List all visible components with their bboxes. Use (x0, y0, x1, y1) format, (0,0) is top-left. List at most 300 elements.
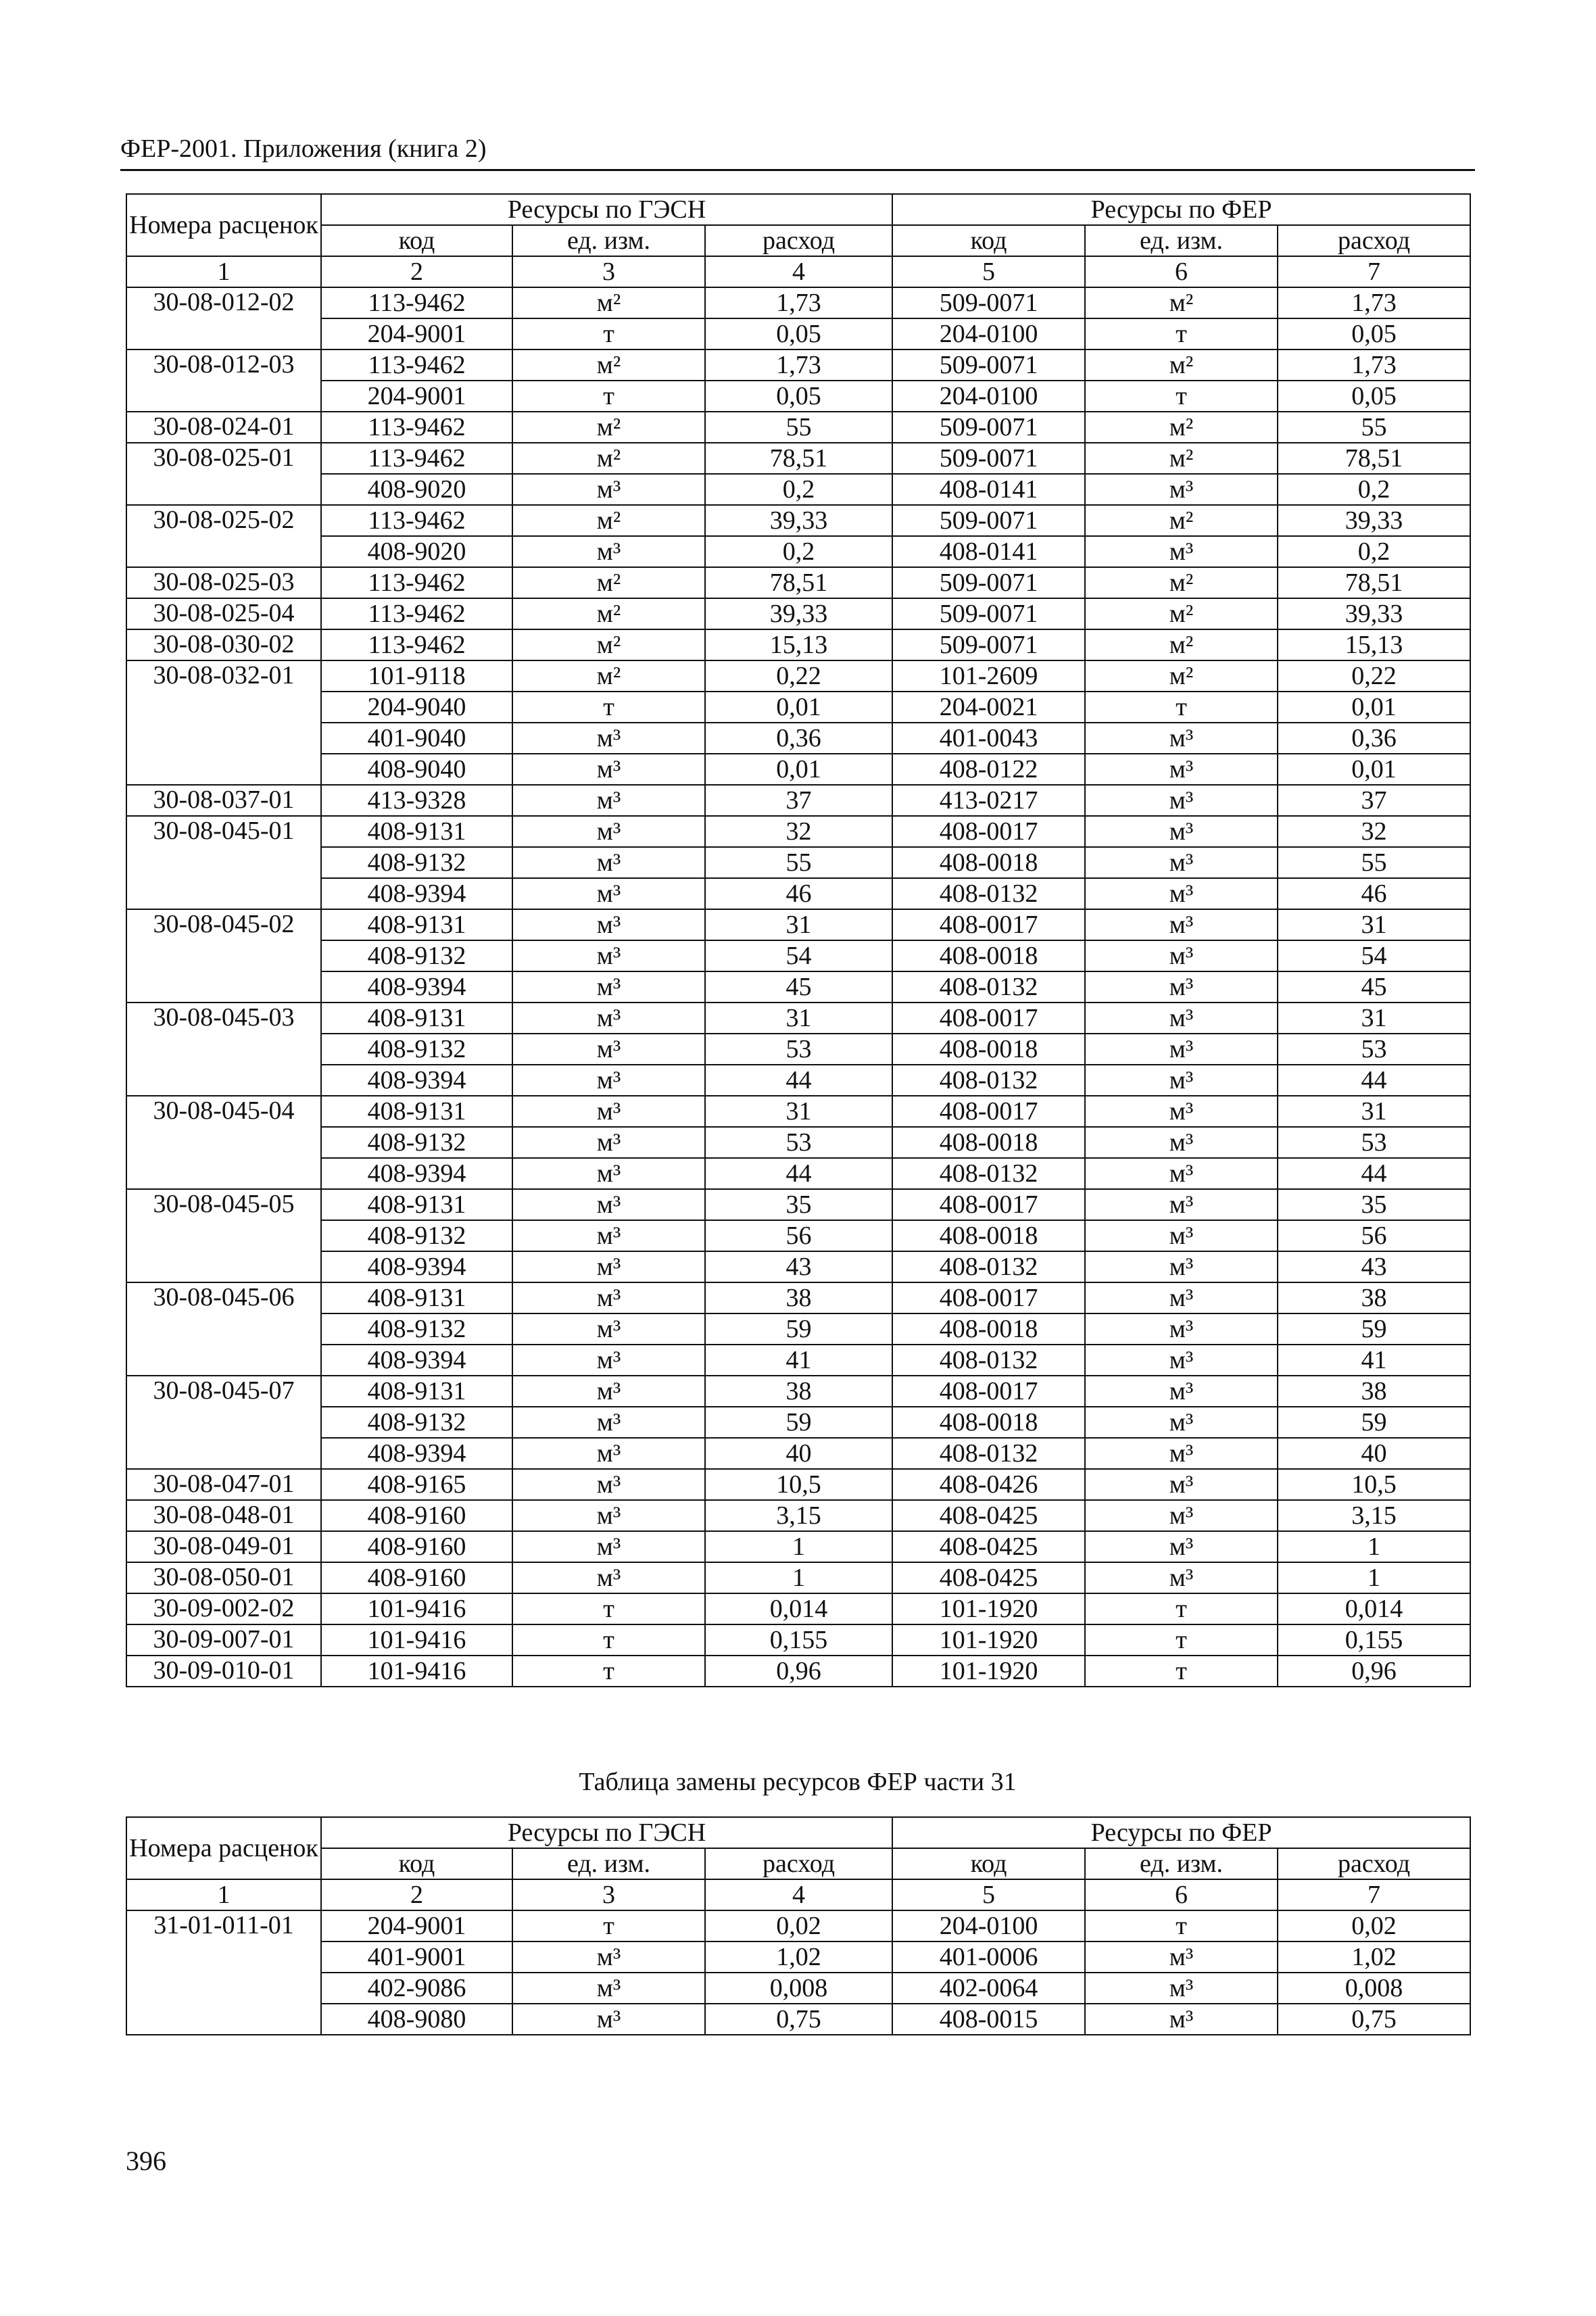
table-row (126, 1313, 1470, 1345)
gesn-code-cell: 113-9462 (321, 412, 512, 443)
header-fer-unit: ед. изм. (1085, 225, 1278, 256)
gesn-unit-cell: м² (512, 505, 705, 536)
rate-number-cell: 30-08-045-01 (126, 816, 321, 909)
table-row (126, 1624, 1470, 1656)
fer-unit-cell: м² (1085, 505, 1278, 536)
fer-code-cell: 413-0217 (892, 785, 1085, 816)
rate-number-cell: 30-08-025-01 (126, 443, 321, 505)
table-row (126, 474, 1470, 505)
fer-unit-cell: м³ (1085, 816, 1278, 847)
gesn-code-cell: 408-9020 (321, 536, 512, 567)
gesn-unit-cell: м³ (512, 1189, 705, 1220)
fer-unit-cell: м³ (1085, 1941, 1278, 1973)
gesn-consumption-cell: 0,05 (705, 381, 892, 412)
rate-number-cell: 30-08-048-01 (126, 1500, 321, 1531)
gesn-consumption-cell: 0,75 (705, 2004, 892, 2035)
column-number: 2 (321, 1879, 512, 1910)
gesn-unit-cell: м³ (512, 1562, 705, 1593)
fer-unit-cell: м³ (1085, 1562, 1278, 1593)
rate-number-cell: 30-08-024-01 (126, 412, 321, 443)
fer-unit-cell: м² (1085, 443, 1278, 474)
gesn-code-cell: 408-9131 (321, 1003, 512, 1034)
fer-consumption-cell: 0,014 (1278, 1593, 1470, 1624)
fer-consumption-cell: 1,73 (1278, 287, 1470, 318)
rate-number-cell: 30-08-012-03 (126, 349, 321, 412)
gesn-unit-cell: м³ (512, 1158, 705, 1189)
gesn-code-cell: 408-9160 (321, 1562, 512, 1593)
gesn-consumption-cell: 39,33 (705, 598, 892, 629)
fer-unit-cell: т (1085, 1910, 1278, 1941)
column-number: 4 (705, 256, 892, 287)
rate-number-cell: 30-08-025-03 (126, 567, 321, 598)
fer-unit-cell: м³ (1085, 1189, 1278, 1220)
gesn-code-cell: 408-9132 (321, 847, 512, 878)
gesn-code-cell: 408-9132 (321, 1313, 512, 1345)
gesn-consumption-cell: 0,36 (705, 723, 892, 754)
fer-code-cell: 408-0425 (892, 1562, 1085, 1593)
fer-consumption-cell: 0,05 (1278, 318, 1470, 349)
fer-code-cell: 408-0017 (892, 1096, 1085, 1127)
table-row (126, 1562, 1470, 1593)
fer-code-cell: 101-1920 (892, 1624, 1085, 1656)
fer-consumption-cell: 78,51 (1278, 443, 1470, 474)
gesn-code-cell: 101-9416 (321, 1593, 512, 1624)
fer-consumption-cell: 53 (1278, 1127, 1470, 1158)
gesn-code-cell: 413-9328 (321, 785, 512, 816)
header-fer-code: код (892, 225, 1085, 256)
fer-code-cell: 408-0425 (892, 1500, 1085, 1531)
gesn-unit-cell: м³ (512, 1313, 705, 1345)
gesn-unit-cell: м³ (512, 1003, 705, 1034)
fer-unit-cell: м³ (1085, 1500, 1278, 1531)
gesn-consumption-cell: 1,02 (705, 1941, 892, 1973)
gesn-unit-cell: т (512, 1593, 705, 1624)
gesn-code-cell: 401-9040 (321, 723, 512, 754)
fer-code-cell: 408-0141 (892, 536, 1085, 567)
fer-code-cell: 408-0132 (892, 878, 1085, 909)
fer-unit-cell: м² (1085, 287, 1278, 318)
gesn-unit-cell: м² (512, 287, 705, 318)
fer-unit-cell: м³ (1085, 1469, 1278, 1500)
gesn-code-cell: 204-9001 (321, 318, 512, 349)
gesn-consumption-cell: 31 (705, 909, 892, 940)
fer-consumption-cell: 0,008 (1278, 1973, 1470, 2004)
gesn-consumption-cell: 59 (705, 1407, 892, 1438)
gesn-unit-cell: м³ (512, 1376, 705, 1407)
table-row (126, 412, 1470, 443)
gesn-unit-cell: м² (512, 567, 705, 598)
fer-unit-cell: м³ (1085, 1282, 1278, 1313)
gesn-unit-cell: т (512, 1910, 705, 1941)
rate-number-cell: 30-08-012-02 (126, 287, 321, 349)
header-fer-resources: Ресурсы по ФЕР (892, 194, 1470, 225)
header-gesn-code: код (321, 1848, 512, 1879)
gesn-consumption-cell: 55 (705, 412, 892, 443)
gesn-consumption-cell: 32 (705, 816, 892, 847)
gesn-code-cell: 408-9132 (321, 1407, 512, 1438)
fer-code-cell: 509-0071 (892, 567, 1085, 598)
fer-unit-cell: т (1085, 1656, 1278, 1687)
fer-consumption-cell: 0,01 (1278, 692, 1470, 723)
header-gesn-resources: Ресурсы по ГЭСН (321, 1817, 892, 1848)
header-gesn-unit: ед. изм. (512, 225, 705, 256)
gesn-consumption-cell: 35 (705, 1189, 892, 1220)
gesn-unit-cell: м³ (512, 1438, 705, 1469)
gesn-unit-cell: м³ (512, 1065, 705, 1096)
fer-code-cell: 408-0015 (892, 2004, 1085, 2035)
gesn-unit-cell: м² (512, 443, 705, 474)
fer-consumption-cell: 56 (1278, 1220, 1470, 1251)
header-fer-consumption: расход (1278, 225, 1470, 256)
gesn-unit-cell: м³ (512, 723, 705, 754)
header-fer-consumption: расход (1278, 1848, 1470, 1879)
gesn-code-cell: 204-9001 (321, 1910, 512, 1941)
fer-code-cell: 408-0132 (892, 971, 1085, 1003)
fer-unit-cell: м³ (1085, 1531, 1278, 1562)
gesn-consumption-cell: 38 (705, 1282, 892, 1313)
fer-consumption-cell: 0,02 (1278, 1910, 1470, 1941)
header-rate-numbers: Номера расценок (126, 1817, 321, 1879)
rate-number-cell: 30-08-025-04 (126, 598, 321, 629)
gesn-unit-cell: м³ (512, 1941, 705, 1973)
fer-unit-cell: м³ (1085, 536, 1278, 567)
gesn-unit-cell: м³ (512, 847, 705, 878)
fer-code-cell: 408-0017 (892, 1376, 1085, 1407)
gesn-unit-cell: м³ (512, 536, 705, 567)
gesn-unit-cell: м² (512, 660, 705, 692)
gesn-consumption-cell: 0,05 (705, 318, 892, 349)
fer-code-cell: 408-0017 (892, 816, 1085, 847)
gesn-consumption-cell: 78,51 (705, 443, 892, 474)
rate-number-cell: 30-08-047-01 (126, 1469, 321, 1500)
gesn-consumption-cell: 0,01 (705, 692, 892, 723)
gesn-unit-cell: м³ (512, 1220, 705, 1251)
gesn-consumption-cell: 1 (705, 1562, 892, 1593)
gesn-consumption-cell: 43 (705, 1251, 892, 1282)
fer-consumption-cell: 0,96 (1278, 1656, 1470, 1687)
gesn-code-cell: 408-9040 (321, 754, 512, 785)
fer-code-cell: 204-0100 (892, 381, 1085, 412)
gesn-unit-cell: м³ (512, 1407, 705, 1438)
column-number: 1 (126, 256, 321, 287)
rate-number-cell: 30-08-025-02 (126, 505, 321, 567)
gesn-consumption-cell: 38 (705, 1376, 892, 1407)
gesn-code-cell: 408-9131 (321, 1096, 512, 1127)
fer-unit-cell: м³ (1085, 1096, 1278, 1127)
gesn-unit-cell: м³ (512, 754, 705, 785)
gesn-unit-cell: м³ (512, 1096, 705, 1127)
header-gesn-resources: Ресурсы по ГЭСН (321, 194, 892, 225)
fer-consumption-cell: 0,36 (1278, 723, 1470, 754)
fer-unit-cell: м³ (1085, 1407, 1278, 1438)
table-row (126, 660, 1470, 692)
gesn-unit-cell: т (512, 1624, 705, 1656)
fer-consumption-cell: 31 (1278, 1003, 1470, 1034)
gesn-code-cell: 408-9165 (321, 1469, 512, 1500)
fer-unit-cell: м³ (1085, 1065, 1278, 1096)
fer-unit-cell: т (1085, 1593, 1278, 1624)
fer-code-cell: 408-0132 (892, 1251, 1085, 1282)
table-row (126, 940, 1470, 971)
gesn-consumption-cell: 15,13 (705, 629, 892, 660)
fer-code-cell: 408-0018 (892, 940, 1085, 971)
gesn-consumption-cell: 10,5 (705, 1469, 892, 1500)
table-row (126, 1500, 1470, 1531)
gesn-unit-cell: м³ (512, 909, 705, 940)
fer-consumption-cell: 32 (1278, 816, 1470, 847)
fer-unit-cell: м² (1085, 412, 1278, 443)
fer-consumption-cell: 0,2 (1278, 536, 1470, 567)
fer-code-cell: 509-0071 (892, 287, 1085, 318)
gesn-code-cell: 408-9020 (321, 474, 512, 505)
gesn-code-cell: 101-9416 (321, 1656, 512, 1687)
gesn-code-cell: 408-9132 (321, 1220, 512, 1251)
table-row (126, 443, 1470, 474)
fer-unit-cell: м² (1085, 349, 1278, 381)
gesn-code-cell: 408-9132 (321, 1127, 512, 1158)
table-body (126, 1910, 1470, 2035)
gesn-code-cell: 408-9131 (321, 1282, 512, 1313)
gesn-code-cell: 113-9462 (321, 567, 512, 598)
table-row (126, 785, 1470, 816)
gesn-unit-cell: м³ (512, 785, 705, 816)
fer-code-cell: 408-0018 (892, 847, 1085, 878)
gesn-consumption-cell: 0,014 (705, 1593, 892, 1624)
fer-unit-cell: т (1085, 692, 1278, 723)
gesn-code-cell: 408-9394 (321, 1065, 512, 1096)
table-row (126, 1376, 1470, 1407)
gesn-unit-cell: м³ (512, 940, 705, 971)
fer-code-cell: 204-0100 (892, 318, 1085, 349)
gesn-consumption-cell: 59 (705, 1313, 892, 1345)
fer-code-cell: 408-0132 (892, 1438, 1085, 1469)
table-row (126, 318, 1470, 349)
header-fer-resources: Ресурсы по ФЕР (892, 1817, 1470, 1848)
table-row (126, 1345, 1470, 1376)
table-row (126, 847, 1470, 878)
fer-consumption-cell: 1 (1278, 1531, 1470, 1562)
gesn-unit-cell: т (512, 1656, 705, 1687)
gesn-unit-cell: м³ (512, 971, 705, 1003)
fer-consumption-cell: 55 (1278, 847, 1470, 878)
fer-code-cell: 408-0018 (892, 1407, 1085, 1438)
rate-number-cell: 30-09-007-01 (126, 1624, 321, 1656)
fer-consumption-cell: 10,5 (1278, 1469, 1470, 1500)
fer-unit-cell: м³ (1085, 1158, 1278, 1189)
fer-code-cell: 408-0122 (892, 754, 1085, 785)
fer-code-cell: 408-0017 (892, 1189, 1085, 1220)
fer-consumption-cell: 55 (1278, 412, 1470, 443)
gesn-code-cell: 402-9086 (321, 1973, 512, 2004)
resource-table-part-30 (126, 193, 1471, 1687)
gesn-code-cell: 113-9462 (321, 505, 512, 536)
fer-unit-cell: м³ (1085, 1127, 1278, 1158)
fer-unit-cell: м³ (1085, 1973, 1278, 2004)
header-fer-code: код (892, 1848, 1085, 1879)
table-row (126, 1593, 1470, 1624)
table-row (126, 1282, 1470, 1313)
fer-code-cell: 408-0017 (892, 909, 1085, 940)
gesn-consumption-cell: 53 (705, 1127, 892, 1158)
table-row (126, 754, 1470, 785)
gesn-consumption-cell: 0,155 (705, 1624, 892, 1656)
header-gesn-unit: ед. изм. (512, 1848, 705, 1879)
column-number: 4 (705, 1879, 892, 1910)
table-row (126, 1656, 1470, 1687)
table-row (126, 692, 1470, 723)
fer-consumption-cell: 41 (1278, 1345, 1470, 1376)
fer-consumption-cell: 0,05 (1278, 381, 1470, 412)
fer-code-cell: 509-0071 (892, 629, 1085, 660)
fer-code-cell: 408-0141 (892, 474, 1085, 505)
gesn-consumption-cell: 1,73 (705, 287, 892, 318)
gesn-unit-cell: м³ (512, 474, 705, 505)
fer-unit-cell: т (1085, 381, 1278, 412)
table-row (126, 1407, 1470, 1438)
rate-number-cell: 30-08-045-05 (126, 1189, 321, 1282)
page-number: 396 (126, 2146, 166, 2176)
gesn-code-cell: 408-9131 (321, 909, 512, 940)
gesn-code-cell: 101-9118 (321, 660, 512, 692)
gesn-unit-cell: м³ (512, 1282, 705, 1313)
gesn-code-cell: 408-9394 (321, 1438, 512, 1469)
table-row (126, 1251, 1470, 1282)
fer-unit-cell: м³ (1085, 723, 1278, 754)
fer-consumption-cell: 0,01 (1278, 754, 1470, 785)
gesn-consumption-cell: 1,73 (705, 349, 892, 381)
fer-code-cell: 509-0071 (892, 505, 1085, 536)
gesn-unit-cell: т (512, 692, 705, 723)
fer-consumption-cell: 45 (1278, 971, 1470, 1003)
gesn-unit-cell: м² (512, 412, 705, 443)
fer-unit-cell: т (1085, 318, 1278, 349)
table-row (126, 1189, 1470, 1220)
gesn-consumption-cell: 31 (705, 1096, 892, 1127)
fer-consumption-cell: 54 (1278, 940, 1470, 971)
fer-consumption-cell: 53 (1278, 1034, 1470, 1065)
gesn-consumption-cell: 46 (705, 878, 892, 909)
rate-number-cell: 30-08-037-01 (126, 785, 321, 816)
fer-unit-cell: м³ (1085, 754, 1278, 785)
table-row (126, 723, 1470, 754)
gesn-unit-cell: м³ (512, 1345, 705, 1376)
fer-consumption-cell: 78,51 (1278, 567, 1470, 598)
table-row (126, 2004, 1470, 2035)
fer-code-cell: 101-1920 (892, 1656, 1085, 1687)
table-row (126, 1438, 1470, 1469)
table-row (126, 909, 1470, 940)
fer-consumption-cell: 3,15 (1278, 1500, 1470, 1531)
fer-code-cell: 401-0043 (892, 723, 1085, 754)
fer-consumption-cell: 40 (1278, 1438, 1470, 1469)
fer-consumption-cell: 59 (1278, 1407, 1470, 1438)
table-row (126, 1096, 1470, 1127)
fer-consumption-cell: 0,2 (1278, 474, 1470, 505)
fer-unit-cell: м³ (1085, 847, 1278, 878)
header-gesn-code: код (321, 225, 512, 256)
gesn-unit-cell: м³ (512, 816, 705, 847)
table-row (126, 287, 1470, 318)
table-row (126, 1469, 1470, 1500)
table-row (126, 1973, 1470, 2004)
table-row (126, 1910, 1470, 1941)
fer-unit-cell: м³ (1085, 1345, 1278, 1376)
gesn-unit-cell: т (512, 318, 705, 349)
fer-code-cell: 408-0017 (892, 1282, 1085, 1313)
fer-unit-cell: м² (1085, 629, 1278, 660)
gesn-unit-cell: м³ (512, 2004, 705, 2035)
gesn-unit-cell: т (512, 381, 705, 412)
fer-consumption-cell: 0,75 (1278, 2004, 1470, 2035)
table-row (126, 536, 1470, 567)
fer-code-cell: 408-0132 (892, 1065, 1085, 1096)
gesn-code-cell: 204-9001 (321, 381, 512, 412)
resource-table-part-31 (126, 1816, 1471, 2035)
gesn-consumption-cell: 0,2 (705, 536, 892, 567)
rate-number-cell: 30-08-030-02 (126, 629, 321, 660)
fer-code-cell: 408-0017 (892, 1003, 1085, 1034)
column-number: 7 (1278, 1879, 1470, 1910)
gesn-unit-cell: м² (512, 349, 705, 381)
gesn-consumption-cell: 54 (705, 940, 892, 971)
table-row (126, 1034, 1470, 1065)
gesn-consumption-cell: 39,33 (705, 505, 892, 536)
fer-consumption-cell: 39,33 (1278, 505, 1470, 536)
fer-code-cell: 408-0426 (892, 1469, 1085, 1500)
table-row (126, 1003, 1470, 1034)
fer-code-cell: 408-0425 (892, 1531, 1085, 1562)
fer-code-cell: 408-0018 (892, 1127, 1085, 1158)
gesn-code-cell: 204-9040 (321, 692, 512, 723)
table-row (126, 1065, 1470, 1096)
rate-number-cell: 30-08-045-02 (126, 909, 321, 1003)
gesn-code-cell: 408-9160 (321, 1500, 512, 1531)
gesn-unit-cell: м² (512, 629, 705, 660)
gesn-code-cell: 408-9132 (321, 1034, 512, 1065)
table-body (126, 287, 1470, 1687)
header-divider (120, 169, 1475, 171)
fer-code-cell: 101-1920 (892, 1593, 1085, 1624)
gesn-code-cell: 113-9462 (321, 598, 512, 629)
fer-consumption-cell: 44 (1278, 1065, 1470, 1096)
gesn-code-cell: 408-9394 (321, 878, 512, 909)
header-fer-unit: ед. изм. (1085, 1848, 1278, 1879)
fer-consumption-cell: 31 (1278, 1096, 1470, 1127)
gesn-consumption-cell: 44 (705, 1158, 892, 1189)
table-row (126, 598, 1470, 629)
gesn-consumption-cell: 0,2 (705, 474, 892, 505)
gesn-code-cell: 408-9080 (321, 2004, 512, 2035)
gesn-code-cell: 113-9462 (321, 287, 512, 318)
rate-number-cell: 30-08-045-03 (126, 1003, 321, 1096)
gesn-consumption-cell: 0,96 (705, 1656, 892, 1687)
fer-consumption-cell: 31 (1278, 909, 1470, 940)
fer-unit-cell: м² (1085, 598, 1278, 629)
fer-code-cell: 408-0132 (892, 1345, 1085, 1376)
rate-number-cell: 31-01-011-01 (126, 1910, 321, 2035)
gesn-code-cell: 408-9131 (321, 1189, 512, 1220)
table-caption: Таблица замены ресурсов ФЕР части 31 (579, 1768, 1017, 1796)
gesn-consumption-cell: 0,02 (705, 1910, 892, 1941)
table-row (126, 1158, 1470, 1189)
gesn-code-cell: 113-9462 (321, 629, 512, 660)
fer-consumption-cell: 1 (1278, 1562, 1470, 1593)
gesn-code-cell: 113-9462 (321, 443, 512, 474)
gesn-consumption-cell: 1 (705, 1531, 892, 1562)
fer-consumption-cell: 43 (1278, 1251, 1470, 1282)
gesn-code-cell: 408-9394 (321, 1345, 512, 1376)
gesn-consumption-cell: 53 (705, 1034, 892, 1065)
